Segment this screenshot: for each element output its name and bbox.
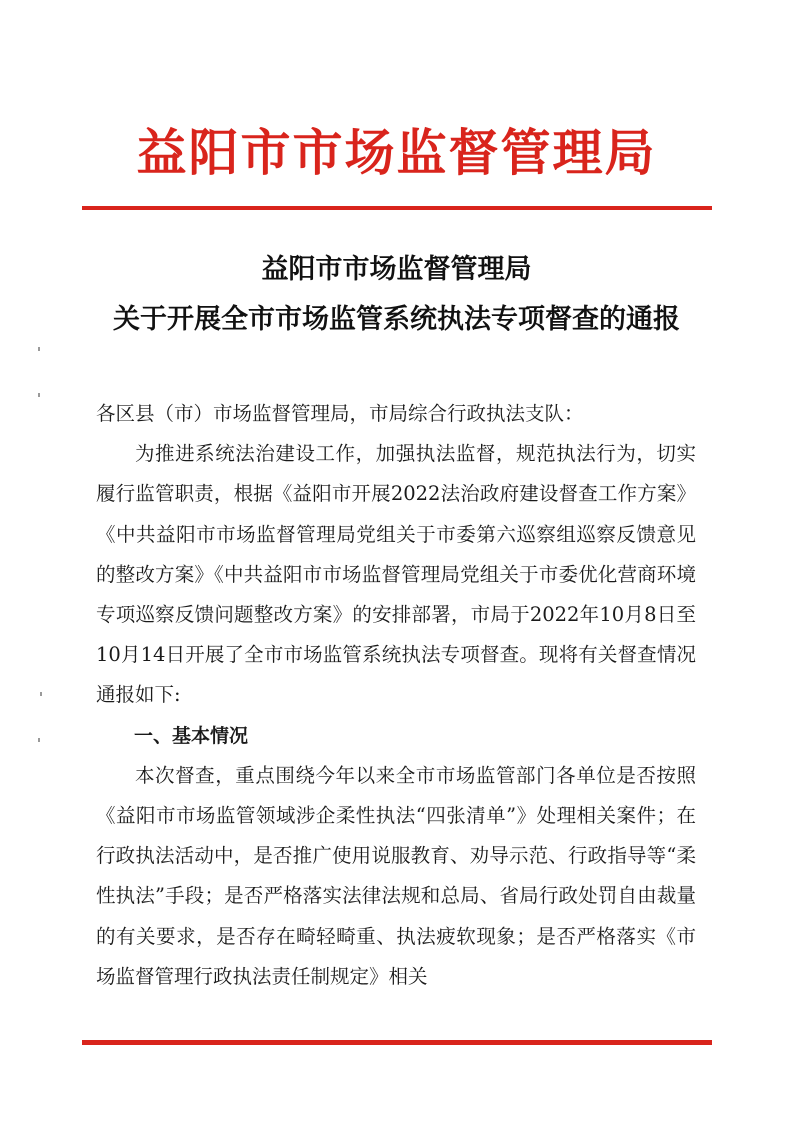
margin-speck: [38, 393, 40, 397]
document-body: [96, 394, 696, 997]
body-paragraph: 为推进系统法治建设工作，加强执法监督，规范执法行为，切实履行监管职责，根据《益阳市开展2022法治政府建设督查工作方案》《中共益阳市市场监督管理局党组关于市委第六巡察组巡察反馈意见的整改方案》《中共益阳市市场监督管理局党组关于市委优化营商环境专项巡察反馈问题整改方案》的安排部署，市局于2022年10月8日至10月14日开展了全市市场监管系统执法专项督查。现将有关督查情况通报如下:: [96, 442, 696, 707]
salutation: 各区县（市）市场监督管理局，市局综合行政执法支队：: [96, 402, 584, 425]
margin-speck: [38, 738, 40, 742]
margin-speck: [40, 692, 42, 696]
body-paragraph: 本次督查，重点围绕今年以来全市市场监管部门各单位是否按照《益阳市市场监管领域涉企柔性执法“四张清单”》处理相关案件；在行政执法活动中，是否推广使用说服教育、劝导示范、行政指导等“柔性执法”手段；是否严格落实法律法规和总局、省局行政处罚自由裁量的有关要求，是否存在畸轻畸重、执法疲软现象；是否严格落实《市场监督管理行政执法责任制规定》相关: [96, 763, 696, 988]
margin-speck: [38, 347, 40, 351]
letterhead-title: 益阳市市场监督管理局: [136, 123, 657, 182]
section-heading: 一、基本情况: [134, 724, 249, 747]
notice-title-line-2: 关于开展全市市场监管系统执法专项督查的通报: [113, 304, 680, 335]
footer-red-rule: [82, 1040, 712, 1045]
letterhead-red-rule: [82, 206, 712, 210]
notice-title-line-1: 益阳市市场监督管理局: [261, 254, 532, 285]
